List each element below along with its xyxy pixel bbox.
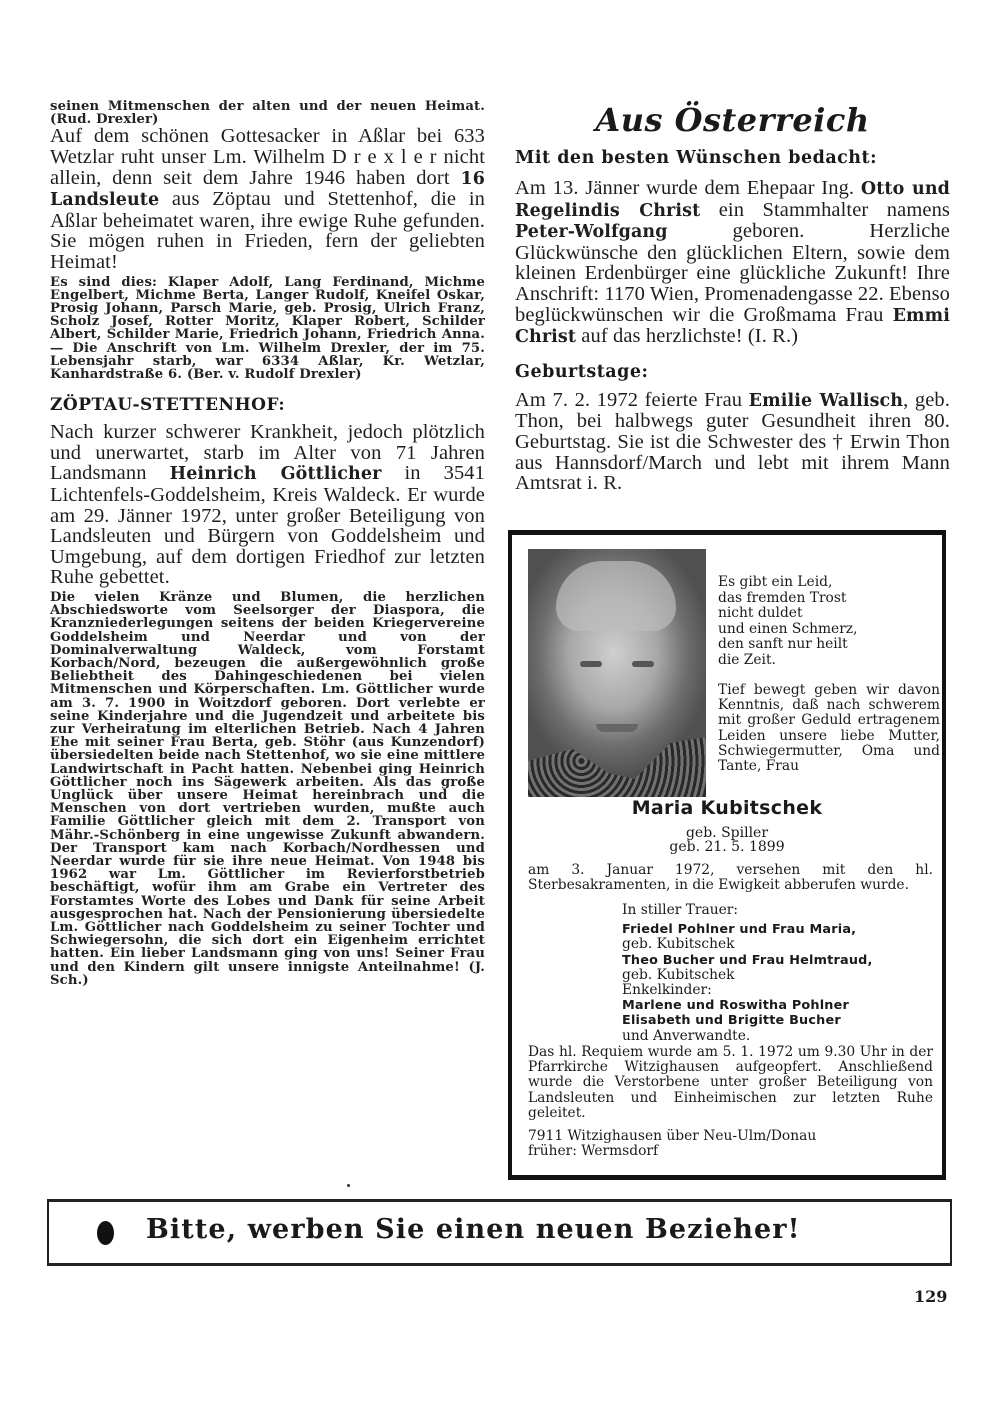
birth-paragraph (515, 178, 950, 348)
mourning-label: In stiller Trauer: (622, 902, 739, 918)
bullet-dot-icon (97, 1221, 114, 1245)
birth-text-3: geboren. Herzliche Glückwünsche den glücklichen Eltern, sowie dem kleinen Erdenbürger eine glückliche Zukunft! Ihre Anschrift: 1170 Wien, Promenadengasse 22. Ebenso beglückwünschen wir die Großmama Frau (515, 220, 950, 326)
portrait-photo (528, 549, 706, 797)
intro-continuation: seinen Mitmenschen der alten und der neuen Heimat. (Rud. Drexler) (50, 99, 485, 128)
subscriber-appeal-banner (47, 1199, 952, 1266)
death-date-text: am 3. Januar 1972, versehen mit den hl. Sterbesakramenten, in die Ewigkeit abberufen wurde. (528, 862, 933, 893)
verse-line: die Zeit. (718, 651, 776, 668)
birth-text-1: Am 13. Jänner wurde dem Ehepaar Ing. (515, 177, 861, 199)
birth-date: geb. 21. 5. 1899 (669, 839, 785, 855)
verse-line: den sanft nur heilt (718, 636, 848, 653)
obituary-notice (508, 530, 946, 1180)
assler-text-2: aus Zöptau und Stettenhof, die in Aßlar beheimatet waren, ihre ewige Ruhe gefunden. Sie mögen ruhen in Frieden, fern der geliebten Heimat! (50, 188, 485, 273)
section-heading-zoeptau: ZÖPTAU-STETTENHOF: (50, 395, 286, 416)
banner-text: Bitte, werben Sie einen neuen Bezieher! (146, 1214, 801, 1245)
address-line: 7911 Witzighausen über Neu-Ulm/Donau (528, 1128, 817, 1144)
wishes-heading: Mit den besten Wünschen bedacht: (515, 148, 878, 168)
parents-names: Otto und Regelindis Christ (515, 179, 950, 221)
birth-text-4: auf das herzlichste! (I. R.) (576, 325, 799, 348)
goettlicher-lead-text-1: Nach kurzer schwerer Krankheit, jedoch plötzlich und unerwartet, starb im Alter von 71 Jahren Landsmann (50, 421, 485, 485)
child-name: Peter-Wolfgang (515, 222, 668, 243)
mourner-name: Friedel Pohlner und Frau Maria, (622, 922, 857, 938)
maiden-name: geb. Spiller (685, 825, 769, 841)
right-column (515, 100, 950, 494)
assler-text-1: Auf dem schönen Gottesacker in Aßlar bei 633 Wetzlar ruht unser Lm. Wilhelm D r e x l e r nicht allein, denn seit dem Jahre 1946 haben dort (50, 125, 485, 189)
requiem-text: Das hl. Requiem wurde am 5. 1. 1972 um 9.30 Uhr in der Pfarrkirche Witzighausen aufgeopfert. Anschließend wurde die Verstorbene unter großer Beteiligung von Landsleuten und Einheimischen zur letzten Ruhe geleitet. (528, 1044, 933, 1121)
portrait-eye (632, 661, 654, 667)
portrait-hair (556, 561, 676, 631)
portrait-patterned-blouse (528, 737, 706, 797)
birth-text-2: ein Stammhalter namens (700, 198, 950, 221)
page-number: 129 (914, 1287, 948, 1306)
mourners-list (622, 903, 922, 1044)
birthdays-heading: Geburtstage: (515, 361, 649, 382)
verse-line: Es gibt ein Leid, (718, 574, 833, 590)
verse-line: und einen Schmerz, (718, 620, 858, 637)
death-announcement: Tief bewegt geben wir davon Kenntnis, daß nach schwerem mit großer Geduld ertragenem Leiden unsere liebe Mutter, Schwiegermutter, Oma und Tante, Frau (718, 682, 940, 775)
mourner-name: Theo Bucher und Frau Helmtraud, (622, 952, 873, 968)
family-address (528, 1129, 816, 1159)
assler-bold: 16 Landsleute (50, 168, 485, 211)
grandchild-names: Marlene und Roswitha Pohlner (622, 998, 849, 1014)
names-list: Es sind dies: Klaper Adolf, Lang Ferdinand, Michme Engelbert, Michme Berta, Langer Rudolf, Kneifel Oskar, Prosig Johann, Parsch Marie, geb. Prosig, Ulrich Franz, Scholz Josef, Rotter Moritz, Klaper Robert, Schilder Albert, Schilder Marie, Friedrich Johann, Friedrich Anna. — Die Anschrift von Lm. Wilhelm Drexler, der im 75. Lebensjahr starb, war 6334 Aßlar, Kr. Wetzlar, Kanhardstraße 6. (Ber. v. Rudolf Drexler) (50, 274, 485, 382)
section-title-aus-oesterreich: Aus Österreich (595, 101, 870, 139)
relatives-line: und Anverwandte. (622, 1027, 751, 1044)
portrait-mouth (596, 724, 638, 732)
grandchild-names: Elisabeth und Brigitte Bucher (622, 1013, 841, 1029)
memorial-verse (718, 575, 943, 669)
goettlicher-body: Die vielen Kränze und Blumen, die herzlichen Abschiedsworte vom Seelsorger der Diaspora, die Kranzniederlegungen seitens der beiden Kriegervereine Goddelsheim und Neerdar und von der Dominalverwaltung Waldeck, vom Forstamt Korbach/Nord, bezeugen die außergewöhnlich große Beliebtheit des Dahingeschiedenen bei vielen Mitmenschen und Körperschaften. Lm. Göttlicher wurde am 3. 7. 1900 in Woitzdorf geboren. Dort verlebte er seine Kinderjahre und die Jugendzeit und arbeitete bis zur Verheiratung im elterlichen Betrieb. Nach 4 Jahren Ehe mit seiner Frau Berta, geb. Stöhr (aus Kunzendorf) übersiedelten beide nach Stettenhof, wo sie eine mittlere Landwirtschaft in Pacht hatten. Nebenbei ging Heinrich Göttlicher noch ins Sägewerk arbeiten. Als das große Unglück über unsere Heimat hereinbrach und die Menschen von dort vertrieben wurden, mußte auch Familie Göttlicher gleich mit dem 2. Transport von Mähr.-Schönberg in eine ungewisse Zukunft abwandern. Der Transport kam nach Korbach/Nordhessen und Neerdar wurde für sie ihre neue Heimat. Von 1948 bis 1962 war Lm. Göttlicher im Revierforstbetrieb beschäftigt, wofür ihm am Grabe ein Vertreter des Forstamtes Worte des Lobes und Dank für seine Arbeit ausgesprochen hat. Nach der Pensionierung übersiedelte Lm. Göttlicher nach Goddelsheim zu seiner Tochter und Schwiegersohn, die sich dort ein Eigenheim errichtet hatten. Ein lieber Landsmann ging von uns! Seiner Frau und den Kindern gilt unsere innigste Anteilnahme! (J. Sch.) (50, 589, 485, 988)
left-column (50, 100, 485, 987)
assler-paragraph (50, 126, 485, 272)
birthday-text-1: Am 7. 2. 1972 feierte Frau (515, 388, 749, 411)
birthday-person-name: Emilie Wallisch (748, 390, 904, 411)
print-speck (347, 1184, 350, 1187)
mourner-note: geb. Kubitschek (622, 966, 735, 983)
portrait-eye (580, 661, 602, 667)
verse-line: das fremden Trost (718, 589, 847, 606)
goettlicher-name-bold: Heinrich Göttlicher (169, 464, 382, 485)
verse-line: nicht duldet (718, 605, 803, 622)
mourner-note: geb. Kubitschek (622, 936, 735, 953)
goettlicher-lead-text-2: in 3541 Lichtenfels-Goddelsheim, Kreis Waldeck. Er wurde am 29. Jänner 1972, unter großer Beteiligung von Landsleuten und Bürgern von Goddelsheim und Umgebung, auf dem dortigen Friedhof zur letzten Ruhe gebettet. (50, 462, 485, 589)
goettlicher-lead (50, 422, 485, 588)
birthday-text-2: , geb. Thon, bei halbwegs guter Gesundheit ihren 80. Geburtstag. Sie ist die Schwester des † Erwin Thon aus Hannsdorf/March und lebt mit ihrem Mann Amtsrat i. R. (515, 388, 950, 495)
birthday-paragraph (515, 390, 950, 494)
deceased-name: Maria Kubitschek (631, 797, 823, 819)
grandchildren-label: Enkelkinder: (622, 982, 712, 999)
former-address-line: früher: Wermsdorf (528, 1143, 659, 1159)
grandmother-name: Emmi Christ (515, 305, 950, 348)
